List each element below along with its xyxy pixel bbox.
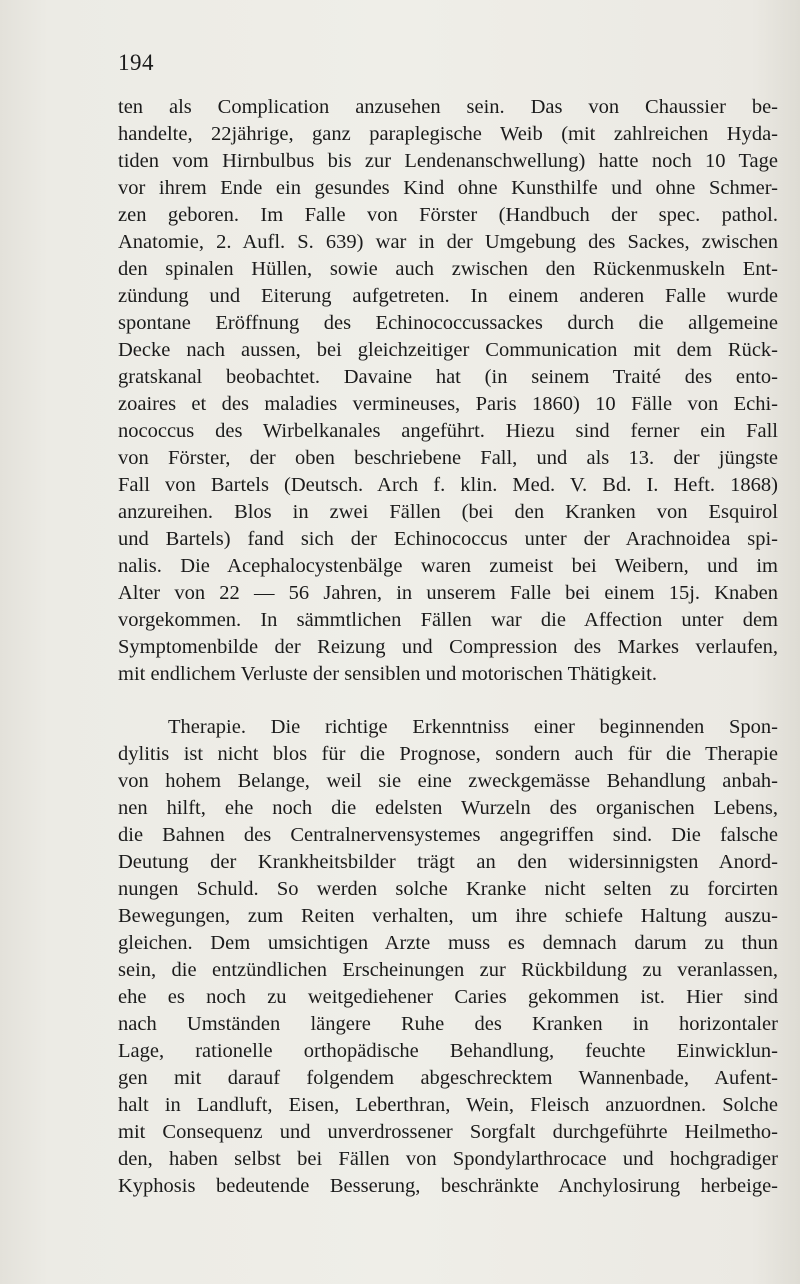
paragraph-therapie	[118, 714, 778, 1200]
text-line: den spinalen Hüllen, sowie auch zwischen den Rückenmuskeln Ent-	[118, 258, 778, 280]
text-line: dylitis ist nicht blos für die Prognose, sondern auch für die Therapie	[118, 743, 778, 765]
text-line: nungen Schuld. So werden solche Kranke nicht selten zu forcirten	[118, 878, 778, 900]
text-line: vorgekommen. In sämmtlichen Fällen war die Affection unter dem	[118, 609, 778, 631]
text-line: Decke nach aussen, bei gleichzeitiger Communication mit dem Rück-	[118, 339, 778, 361]
text-line: anzureihen. Blos in zwei Fällen (bei den Kranken von Esquirol	[118, 501, 778, 523]
text-line: nach Umständen längere Ruhe des Kranken in horizontaler	[118, 1013, 778, 1035]
text-line: Lage, rationelle orthopädische Behandlung, feuchte Einwicklun-	[118, 1040, 778, 1062]
text-line: spontane Eröffnung des Echinococcussackes durch die allgemeine	[118, 312, 778, 334]
text-line: zen geboren. Im Falle von Förster (Handbuch der spec. pathol.	[118, 204, 778, 226]
text-line: Bewegungen, zum Reiten verhalten, um ihre schiefe Haltung auszu-	[118, 905, 778, 927]
text-line: von Förster, der oben beschriebene Fall, und als 13. der jüngste	[118, 447, 778, 469]
text-line: gleichen. Dem umsichtigen Arzte muss es demnach darum zu thun	[118, 932, 778, 954]
paragraph-complication	[118, 94, 778, 688]
paragraph-spacer	[118, 688, 778, 714]
text-line: gen mit darauf folgendem abgeschrecktem Wannenbade, Aufent-	[118, 1067, 778, 1089]
body-text	[118, 94, 778, 1200]
text-line: nen hilft, ehe noch die edelsten Wurzeln des organischen Lebens,	[118, 797, 778, 819]
text-line: nalis. Die Acephalocystenbälge waren zumeist bei Weibern, und im	[118, 555, 778, 577]
text-line: Alter von 22 — 56 Jahren, in unserem Falle bei einem 15j. Knaben	[118, 582, 778, 604]
text-line: Deutung der Krankheitsbilder trägt an den widersinnigsten Anord-	[118, 851, 778, 873]
text-line: mit endlichem Verluste der sensiblen und motorischen Thätigkeit.	[118, 663, 657, 685]
text-line: tiden vom Hirnbulbus bis zur Lendenanschwellung) hatte noch 10 Tage	[118, 150, 778, 172]
text-line: halt in Landluft, Eisen, Leberthran, Wein, Fleisch anzuordnen. Solche	[118, 1094, 778, 1116]
text-line: sein, die entzündlichen Erscheinungen zur Rückbildung zu veranlassen,	[118, 959, 778, 981]
text-line: gratskanal beobachtet. Davaine hat (in seinem Traité des ento-	[118, 366, 778, 388]
page-number: 194	[118, 50, 154, 75]
text-line: Therapie. Die richtige Erkenntniss einer beginnenden Spon-	[168, 716, 778, 738]
text-line: Fall von Bartels (Deutsch. Arch f. klin. Med. V. Bd. I. Heft. 1868)	[118, 474, 778, 496]
text-line: und Bartels) fand sich der Echinococcus unter der Arachnoidea spi-	[118, 528, 778, 550]
text-line: ehe es noch zu weitgediehener Caries gekommen ist. Hier sind	[118, 986, 778, 1008]
text-line: die Bahnen des Centralnervensystemes angegriffen sind. Die falsche	[118, 824, 778, 846]
text-line: von hohem Belange, weil sie eine zweckgemässe Behandlung anbah-	[118, 770, 778, 792]
text-line: zündung und Eiterung aufgetreten. In einem anderen Falle wurde	[118, 285, 778, 307]
text-line: ten als Complication anzusehen sein. Das von Chaussier be-	[118, 96, 778, 118]
text-line: vor ihrem Ende ein gesundes Kind ohne Kunsthilfe und ohne Schmer-	[118, 177, 778, 199]
text-line: Symptomenbilde der Reizung und Compression des Markes verlaufen,	[118, 636, 778, 658]
text-line: Kyphosis bedeutende Besserung, beschränkte Anchylosirung herbeige-	[118, 1175, 778, 1197]
text-line: den, haben selbst bei Fällen von Spondylarthrocace und hochgradiger	[118, 1148, 778, 1170]
text-line: handelte, 22jährige, ganz paraplegische Weib (mit zahlreichen Hyda-	[118, 123, 778, 145]
text-line: mit Consequenz und unverdrossener Sorgfalt durchgeführte Heilmetho-	[118, 1121, 778, 1143]
text-line: zoaires et des maladies vermineuses, Paris 1860) 10 Fälle von Echi-	[118, 393, 778, 415]
text-line: Anatomie, 2. Aufl. S. 639) war in der Umgebung des Sackes, zwischen	[118, 231, 778, 253]
text-line: nococcus des Wirbelkanales angeführt. Hiezu sind ferner ein Fall	[118, 420, 778, 442]
